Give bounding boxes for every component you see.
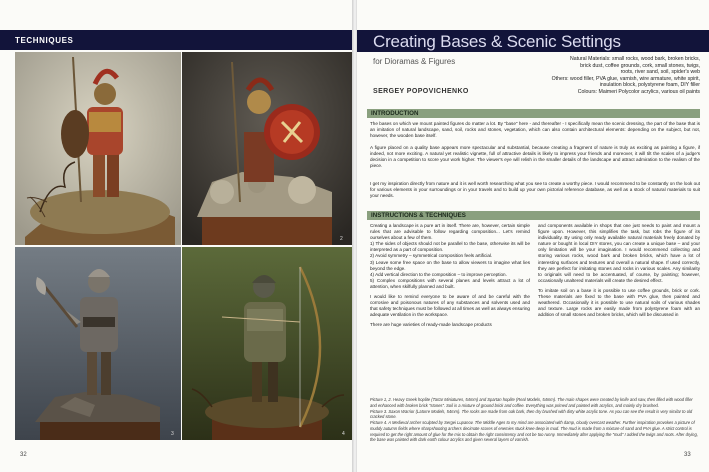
col1-rule: 1) The sides of objects should not be parallel to the base, otherwise its will be interpreted as a part of composition.: [370, 241, 530, 253]
col2-paragraph: To imitate soil on a base it is possible to use coffee grounds, brick or cork. These materials are fixed to the base with PVA glue, then painted and weathered. Occasionally it is possible to use natural soils of various shades and texture. Large rocks are easily made from polystyrene foam with an addition of small stones and broken bricks, which will be discussed in: [538, 287, 700, 318]
col1-paragraph: Creating a landscape is a pure art in itself. There are, however, certain simple rules that are advisable to follow regarding composition... Let's remind ourselves about a few of them.: [370, 223, 530, 241]
col1-rule: 5) Complex compositions with several planes and levels attract a lot of attention, when skilfully planned and built.: [370, 277, 530, 289]
photo-spartan-hoplite: [182, 52, 352, 245]
materials-line: Colours: Maimeri Polycolor acrylics, various oil paints: [577, 88, 700, 95]
left-page-number: 32: [20, 452, 27, 458]
photo-number-4: 4: [342, 431, 345, 437]
caption-picture-1-2: Picture 1, 2. Heavy Greek hoplite (Tartar Miniatures, 54mm) and Spartan hoplite (Real Models, 54mm). The main shapes were created by knife and saw, then filled with wood filler and enhanced with broken brick "stones". Soil is a mixture of ground brick and coffee. Everything was primed and painted with acrylics, and mainly dry brushed.: [370, 397, 693, 408]
intro-heading: INTRODUCTION: [367, 109, 700, 118]
author-name: SERGEY POPOVICHENKO: [373, 88, 469, 95]
materials-line: roots, river sand, soil, spider's web: [620, 69, 700, 76]
col1-rule: 4) Add vertical direction to the composition – to improve perception.: [370, 271, 507, 277]
article-title: Creating Bases & Scenic Settings: [373, 32, 621, 51]
tech-column-1: [370, 223, 530, 329]
photo-number-3: 3: [171, 431, 174, 437]
col1-paragraph: I would like to remind everyone to be aware of and be careful with the corrosive and poisonous natures of any substances and solvents used and that safety techniques must be followed at all times as well as always ensuring adequate ventilation in the workspace.: [370, 294, 530, 318]
techniques-heading: INSTRUCTIONS & TECHNIQUES: [367, 211, 700, 220]
photo-greek-hoplite: [15, 52, 181, 245]
photo-number-2: 2: [340, 236, 343, 242]
intro-paragraph: A figure placed on a quality base appears more spectacular and substantial, because creating a fragment of nature is truly as exciting as painting a figure, if indeed, not more exciting. A natural yet realistic vignette, full of attractive details is likely to impress your friends and moreover, it will tilt the scales of a judge's decision in a competition to score your work higher. The viewer's eye will relish in the smaller details of the landscape and attract admiration to the realism of the piece.: [370, 145, 700, 169]
materials-line: brick dust, coffee grounds, cork, small stones, twigs,: [580, 62, 700, 69]
caption-picture-4: Picture 4. A Medieval archer sculpted by Sergei Lupanov. The Middle Ages to my mind are associated with damp, cloudy overcast weather. Further inspiration provokes a picture of muddy autumn fields where sharpshooting archers decimate scores of enemies stuck knee deep in mud. The mud is made from a mixture of sand and PVA glue. A strict control is required to get the right amount of glue for the mix to obtain the right consistency and not be too runny. Immediately after applying the "mud" I added the twigs and roots. After drying, the base was painted with dark earth colour acrylics and given several layers of varnish.: [370, 420, 698, 443]
materials-line: Natural Materials: small rocks, wood bark, broken bricks,: [569, 56, 700, 62]
tech-column-2: [538, 223, 700, 318]
col1-paragraph: There are huge varieties of ready-made landscape products: [370, 322, 492, 328]
materials-line: Others: wood filler, PVA glue, varnish, wire armature, white spirit,: [551, 75, 700, 82]
photo-captions: [370, 397, 700, 443]
section-label: TECHNIQUES: [15, 36, 74, 45]
photo-medieval-archer: [182, 247, 352, 440]
materials-list: [478, 56, 700, 96]
col1-rule: 3) Leave some free space on the base to allow viewers to imagine what lies beyond the edge.: [370, 259, 530, 271]
photo-saxon-warrior: [15, 247, 181, 440]
col1-rule: 2) Avoid symmetry – symmetrical composition feels artificial.: [370, 253, 493, 259]
intro-paragraph: I get my inspiration directly from nature and it is well worth researching what you see to create a worthy piece. I would recommend to be constantly on the look out for various elements in your surroundings or in your travels and to build up your own pictorial reference database, as well as a stock of natural materials to suit your needs.: [370, 181, 700, 199]
article-subtitle: for Dioramas & Figures: [373, 57, 456, 66]
right-page-number: 33: [684, 452, 691, 458]
intro-paragraph: The bases on which we mount painted figures do matter a lot. By "base" here - and thereafter - I specifically mean the scenic dressing, the part of the base that is an imitation of natural landscape, sand, soil, rocks and stones, vegetation, which can also contain architectural elements: depending on the subject, but not, however, the wooden base itself.: [370, 121, 700, 139]
materials-line: insulation block, polystyrene foam, DIY filler: [599, 82, 700, 89]
col2-paragraph: and components available in shops that one just needs to paint and mount a figure upon. However, this simplifies the task, but robs the figure of its individuality. By using only ready available natural materials freely donated by nature or bought in local DIY stores, you can create a unique base – and your only limitation will be your imagination. I would recommend collecting and storing various rocks, wood bark and broken bricks, which have a lot of interesting surfaces and textures and overall a natural shape. If used correctly, they are perfect for imitating stones and rocks in various scales. Any similarity to originals will need to be accentuated, of course, by painting; however, occasionally unaltered materials will create the desired effect.: [538, 223, 700, 283]
caption-picture-3: Picture 3. Saxon Warrior (Latorre Models, 54mm). The rocks are made from oak bark, then dry brushed with dirty white acrylic tone. As you can see the result is very similar to old cracked stone.: [370, 408, 693, 420]
